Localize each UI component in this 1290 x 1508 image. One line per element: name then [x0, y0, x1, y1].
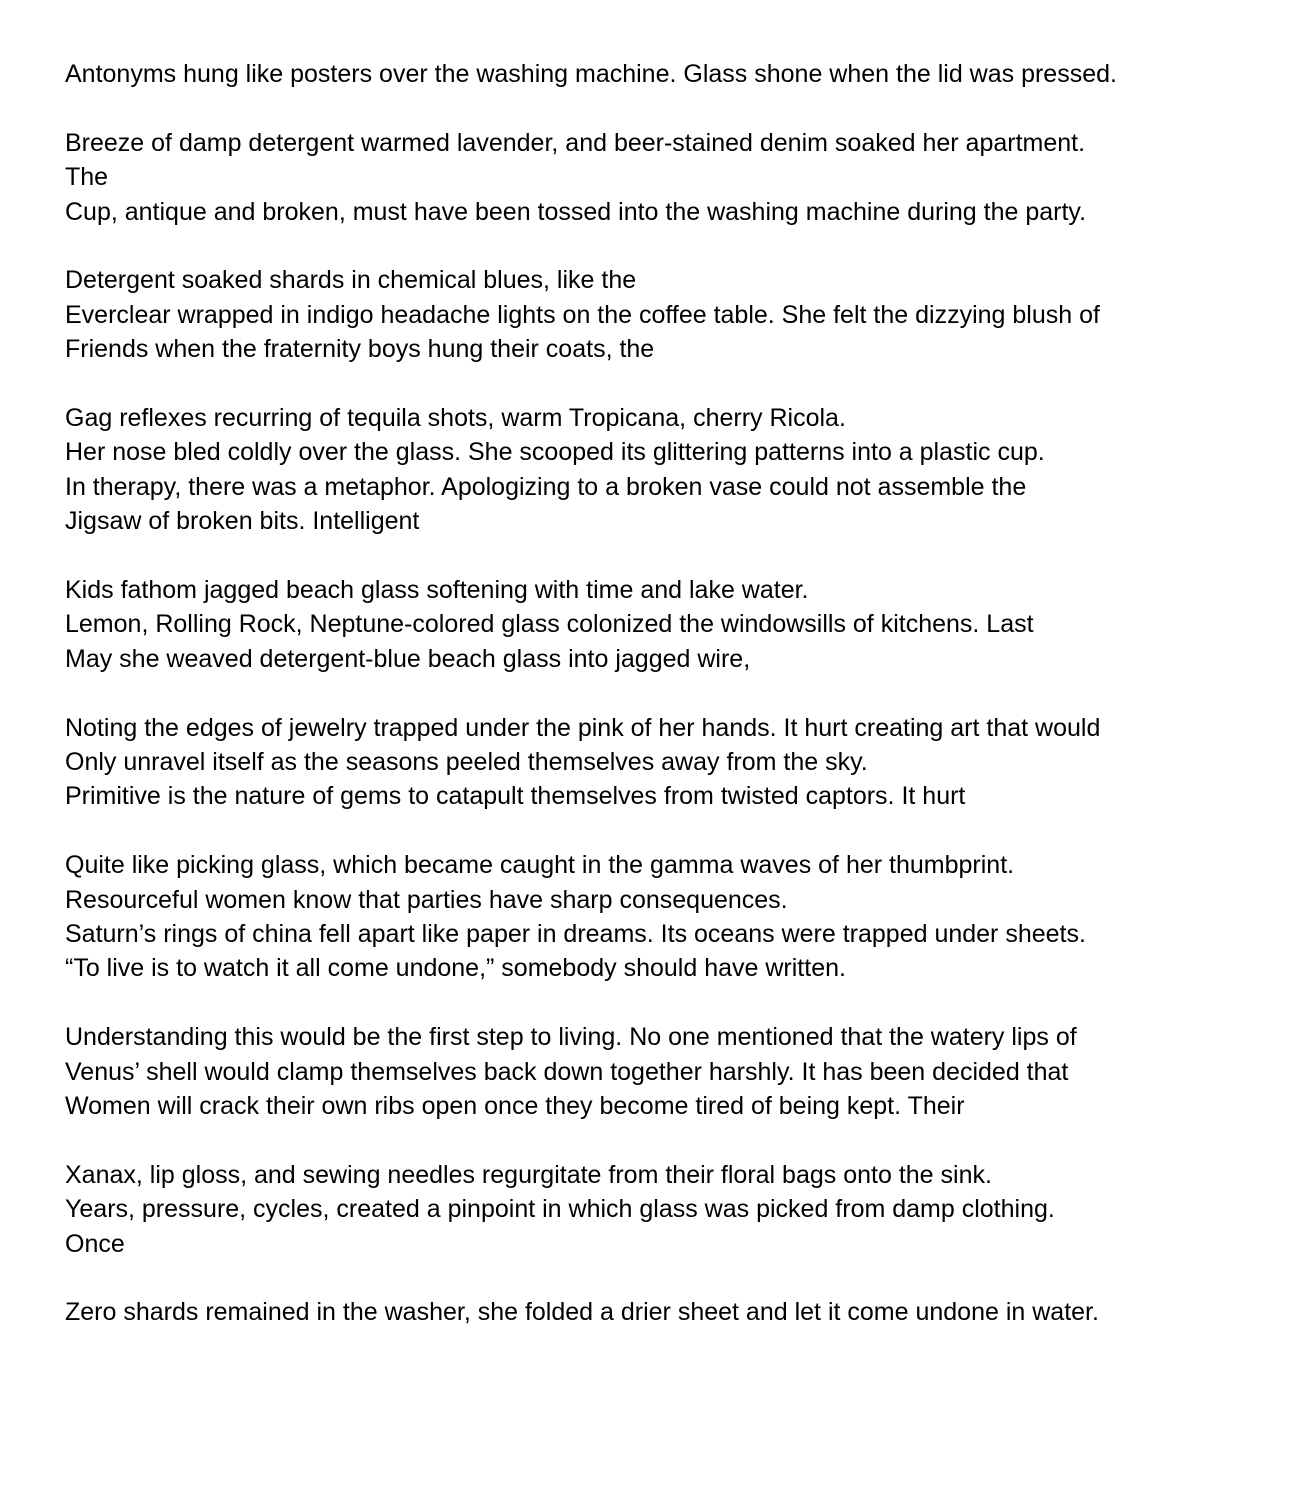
stanza-2: [65, 126, 1265, 229]
poem-line: Cup, antique and broken, must have been tossed into the washing machine during the party.: [65, 197, 1087, 226]
poem-line: Antonyms hung like posters over the washing machine. Glass shone when the lid was pressed.: [65, 60, 1117, 88]
poem-line: Friends when the fraternity boys hung their coats, the: [65, 335, 655, 364]
stanza-5: [65, 573, 1265, 676]
poem-line: Gag reflexes recurring of tequila shots, warm Tropicana, cherry Ricola.: [65, 404, 846, 433]
poem-line: Only unravel itself as the seasons peeled themselves away from the sky.: [65, 748, 868, 777]
stanza-1: [65, 57, 1265, 91]
poem-line: “To live is to watch it all come undone,” somebody should have written.: [65, 954, 846, 983]
poem-line: Jigsaw of broken bits. Intelligent: [65, 507, 420, 536]
poem-line: Breeze of damp detergent warmed lavender, and beer-stained denim soaked her apartment.: [65, 128, 1086, 157]
poem-line: Zero shards remained in the washer, she folded a drier sheet and let it come undone in water.: [65, 1298, 1099, 1327]
poem-line: Lemon, Rolling Rock, Neptune-colored glass colonized the windowsills of kitchens. Last: [65, 610, 1034, 639]
stanza-4: [65, 401, 1265, 539]
poem-line: In therapy, there was a metaphor. Apologizing to a broken vase could not assemble the: [65, 472, 1027, 501]
poem-line: Resourceful women know that parties have sharp consequences.: [65, 885, 788, 914]
poem-line: May she weaved detergent-blue beach glass into jagged wire,: [65, 644, 751, 673]
poem-line: Years, pressure, cycles, created a pinpoint in which glass was picked from damp clothing.: [65, 1195, 1055, 1224]
poem-line: Quite like picking glass, which became caught in the gamma waves of her thumbprint.: [65, 851, 1015, 880]
stanza-8: [65, 1020, 1265, 1123]
poem-line: Her nose bled coldly over the glass. She scooped its glittering patterns into a plastic cup.: [65, 438, 1045, 467]
poem-line: Understanding this would be the first step to living. No one mentioned that the watery lips of: [65, 1023, 1077, 1052]
poem-line: Everclear wrapped in indigo headache lights on the coffee table. She felt the dizzying blush of: [65, 300, 1100, 329]
poem-body: [65, 57, 1265, 1364]
stanza-10: [65, 1295, 1265, 1329]
poem-line: Detergent soaked shards in chemical blues, like the: [65, 266, 637, 295]
poem-line: Saturn’s rings of china fell apart like paper in dreams. Its oceans were trapped under sheets.: [65, 920, 1086, 949]
poem-line: Women will crack their own ribs open once they become tired of being kept. Their: [65, 1092, 965, 1121]
poem-line: Once: [65, 1229, 125, 1258]
poem-line: The: [65, 163, 109, 192]
poem-line: Kids fathom jagged beach glass softening with time and lake water.: [65, 576, 809, 605]
stanza-6: [65, 711, 1265, 814]
stanza-9: [65, 1158, 1265, 1261]
poem-line: Xanax, lip gloss, and sewing needles regurgitate from their floral bags onto the sink.: [65, 1160, 992, 1189]
poem-line: Venus’ shell would clamp themselves back down together harshly. It has been decided that: [65, 1057, 1069, 1086]
poem-line: Noting the edges of jewelry trapped under the pink of her hands. It hurt creating art that would: [65, 713, 1101, 742]
stanza-7: [65, 848, 1265, 986]
stanza-3: [65, 263, 1265, 366]
poem-line: Primitive is the nature of gems to catapult themselves from twisted captors. It hurt: [65, 782, 966, 811]
